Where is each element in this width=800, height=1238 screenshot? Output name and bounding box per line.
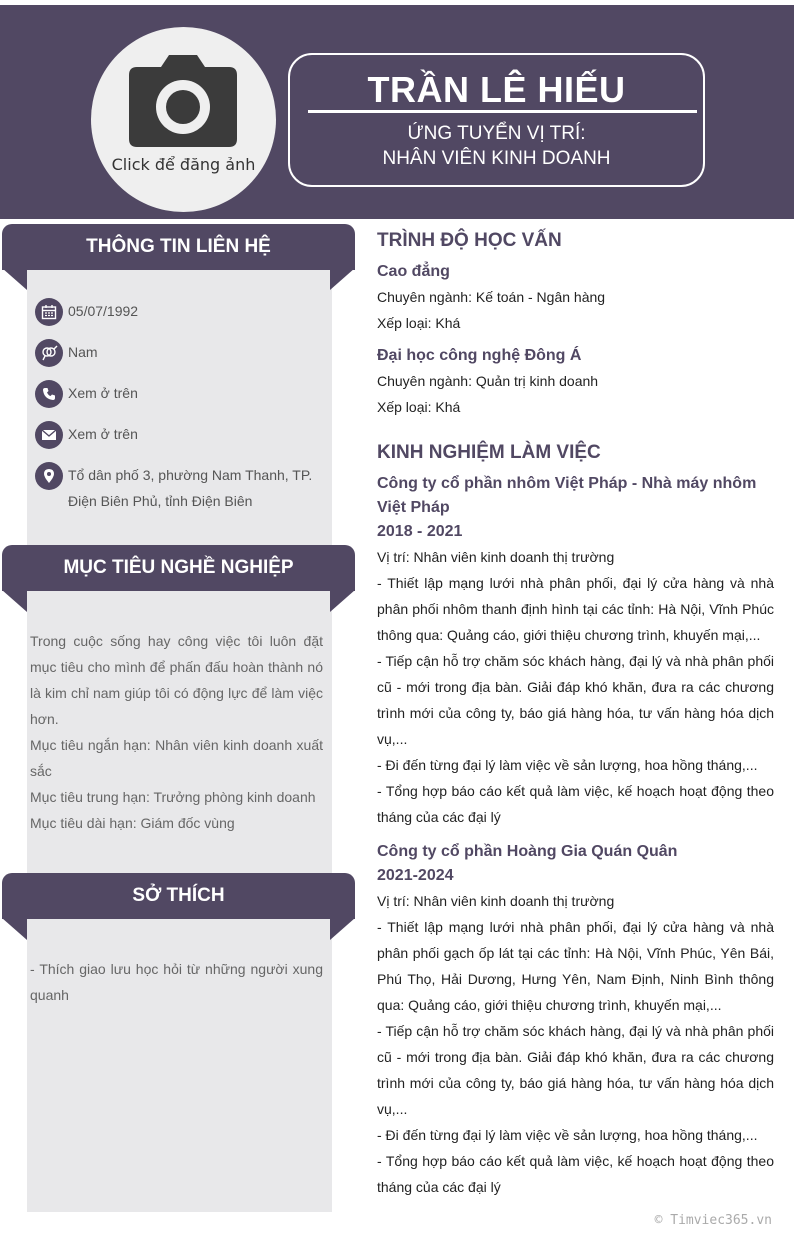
education-item [377,344,774,420]
banner-fold-left [2,590,27,612]
contact-dob [35,298,340,326]
education-grade: Xếp loại: Khá [377,315,461,331]
contact-title: THÔNG TIN LIÊN HỆ [86,236,271,257]
email-icon [35,421,63,449]
job-duty: - Đi đến từng đại lý làm việc về sản lượng, hoa hồng tháng,... [377,1127,758,1143]
experience-section [377,442,774,1200]
education-section [377,230,774,420]
job-entry [377,472,774,830]
job-duty: - Thiết lập mạng lưới nhà phân phối, đại lý cửa hàng và nhà phân phối nhôm thanh định hình tại các tỉnh: Hà Nội, Vĩnh Phúc thông qua: Quảng cáo, giới thiệu chương trình, khuyến mại,... [377,575,774,643]
objective-mid-term: Mục tiêu trung hạn: Trưởng phòng kinh doanh [30,789,316,805]
hobbies-banner [2,873,355,919]
banner-fold-left [2,918,27,940]
education-school: Đại học công nghệ Đông Á [377,347,582,364]
hobbies-title: SỞ THÍCH [132,885,225,906]
education-item [377,260,774,336]
job-role: Vị trí: Nhân viên kinh doanh thị trường [377,893,615,909]
contact-gender [35,339,340,367]
contact-phone-text: Xem ở trên [68,385,138,401]
contact-dob-text: 05/07/1992 [68,303,139,319]
job-company: Công ty cổ phần Hoàng Gia Quán Quân [377,843,678,860]
contact-banner [2,224,355,270]
name-box [288,53,705,187]
cv-header [0,5,794,219]
banner-fold-right [330,918,355,940]
objective-short-term: Mục tiêu ngắn hạn: Nhân viên kinh doanh xuất sắc [30,737,323,779]
job-company: Công ty cổ phần nhôm Việt Pháp - Nhà máy nhôm Việt Pháp [377,475,757,516]
hobbies-text: - Thích giao lưu học hỏi từ những người xung quanh [30,961,323,1003]
footer-watermark: © Timviec365.vn [654,1213,772,1228]
job-duty: - Tổng hợp báo cáo kết quả làm việc, kế hoạch hoạt động theo tháng của các đại lý [377,783,774,825]
contact-email-text: Xem ở trên [68,426,138,442]
candidate-name: TRẦN LÊ HIẾU [367,69,626,110]
job-duty: - Tiếp cận hỗ trợ chăm sóc khách hàng, đại lý và nhà phân phối cũ - mới trong địa bàn. Giải đáp khó khăn, đưa ra các chương trình mới của công ty, báo giá hàng hóa, tư vấn hàng hóa dịch vụ,... [377,653,774,747]
education-major: Chuyên ngành: Kế toán - Ngân hàng [377,289,606,305]
contact-address-text: Tổ dân phố 3, phường Nam Thanh, TP. Điện Biên Phủ, tỉnh Điện Biên [68,467,313,509]
camera-icon [127,53,239,149]
banner-fold-right [330,590,355,612]
contact-email [35,421,340,449]
job-duty: - Thiết lập mạng lưới nhà phân phối, đại lý cửa hàng và nhà phân phối gạch ốp lát tại các tỉnh: Hà Nội, Vĩnh Phúc, Yên Bái, Phú Thọ, Hải Dương, Hưng Yên, Nam Định, Ninh Bình thông qua: Quảng cáo, giới thiệu chương trình, khuyến mại,... [377,919,774,1013]
banner-fold-left [2,268,27,290]
photo-upload-label: Click để đăng ảnh [111,155,256,174]
photo-upload[interactable] [91,27,276,212]
contact-gender-text: Nam [68,344,98,360]
objective-text [30,628,323,836]
education-title: TRÌNH ĐỘ HỌC VẤN [377,230,562,251]
location-icon [35,462,63,490]
phone-icon [35,380,63,408]
experience-title: KINH NGHIỆM LÀM VIỆC [377,442,601,463]
job-role: Vị trí: Nhân viên kinh doanh thị trường [377,549,615,565]
position-line-2: NHÂN VIÊN KINH DOANH [382,148,611,169]
applied-position [290,121,703,171]
contact-phone [35,380,340,408]
objective-paragraph: Trong cuộc sống hay công việc tôi luôn đặt mục tiêu cho mình để phấn đấu hoàn thành nó là kim chỉ nam giúp tôi có động lực để làm việc hơn. [30,633,323,727]
objective-title: MỤC TIÊU NGHỀ NGHIỆP [63,557,294,578]
job-period: 2018 - 2021 [377,523,463,540]
job-entry [377,840,774,1200]
contact-address [35,462,340,514]
banner-fold-right [330,268,355,290]
position-line-1: ỨNG TUYỂN VỊ TRÍ: [407,123,586,144]
job-duty: - Tiếp cận hỗ trợ chăm sóc khách hàng, đại lý và nhà phân phối cũ - mới trong địa bàn. Giải đáp khó khăn, đưa ra các chương trình mới của công ty, báo giá hàng hóa, tư vấn hàng hóa dịch vụ,... [377,1023,774,1117]
name-divider [308,110,697,113]
calendar-icon [35,298,63,326]
job-period: 2021-2024 [377,867,454,884]
education-major: Chuyên ngành: Quản trị kinh doanh [377,373,599,389]
gender-icon [35,339,63,367]
education-school: Cao đẳng [377,263,450,280]
objective-banner [2,545,355,591]
job-duty: - Đi đến từng đại lý làm việc về sản lượng, hoa hồng tháng,... [377,757,758,773]
education-grade: Xếp loại: Khá [377,399,461,415]
objective-long-term: Mục tiêu dài hạn: Giám đốc vùng [30,815,235,831]
job-duty: - Tổng hợp báo cáo kết quả làm việc, kế hoạch hoạt động theo tháng của các đại lý [377,1153,774,1195]
